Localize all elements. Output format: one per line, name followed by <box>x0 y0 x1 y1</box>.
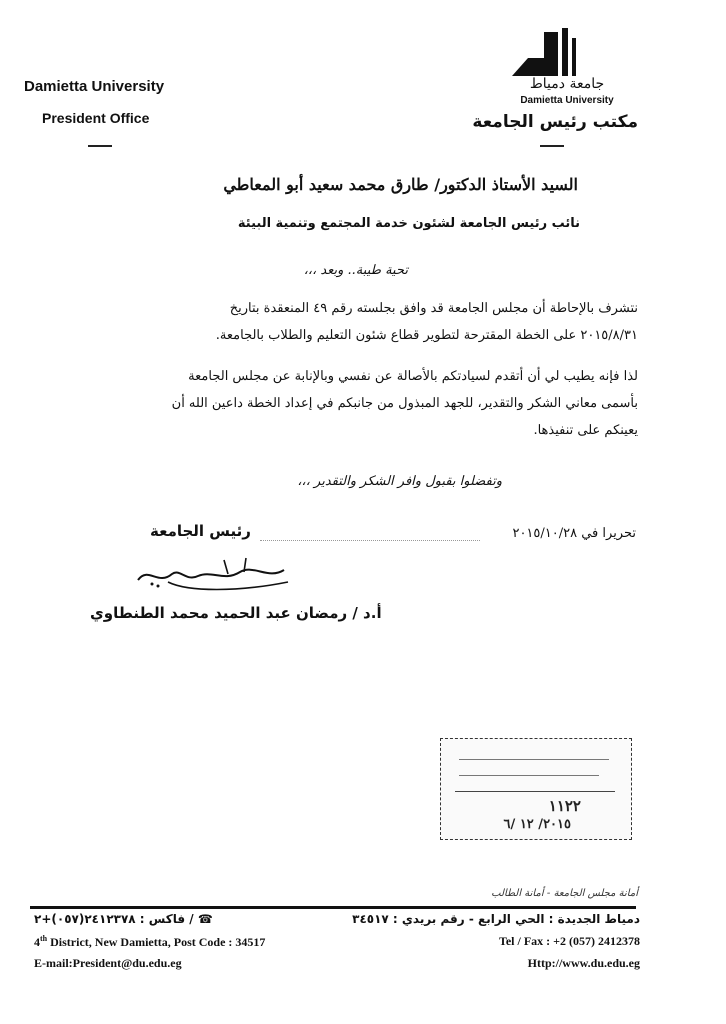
stamp-number: ١١٢٢ <box>548 797 581 815</box>
footer-email[interactable]: E-mail:President@du.edu.eg <box>34 956 182 970</box>
recipient-name: السيد الأستاذ الدكتور/ طارق محمد سعيد أبو المعاطي <box>223 175 578 194</box>
closing-line: وتفضلوا بقبول وافر الشكر والتقدير ،،، <box>297 474 502 489</box>
footer-note: أمانة مجلس الجامعة - أمانة الطالب <box>491 888 638 899</box>
footer-phone-en: Tel / Fax : +2 (057) 2412378 <box>498 934 640 948</box>
header-dash-right <box>540 145 564 147</box>
paragraph2-line1: لذا فإنه يطيب لي أن أتقدم لسيادتكم بالأصالة عن نفسي وبالإنابة عن مجلس الجامعة <box>188 369 638 384</box>
logo-text-en: Damietta University <box>520 95 614 106</box>
signature <box>128 552 298 604</box>
incoming-stamp <box>440 738 632 840</box>
office-name-en: President Office <box>42 110 150 126</box>
footer-phone-ar: ☎ / فاكس : ٢٤١٢٣٧٨(٠٥٧)+٢ <box>34 912 213 926</box>
footer-district-suffix: th <box>40 934 48 943</box>
office-name-ar: مكتب رئيس الجامعة <box>472 112 638 132</box>
dotted-leader <box>260 540 480 541</box>
recipient-title: نائب رئيس الجامعة لشئون خدمة المجتمع وتنمية البيئة <box>237 216 580 231</box>
paragraph1-line2: ٢٠١٥/٨/٣١ على الخطة المقترحة لتطوير قطاع شئون التعليم والطلاب بالجامعة. <box>215 328 638 343</box>
signature-icon <box>128 552 298 600</box>
paragraph1-line1: نتشرف بالإحاطة أن مجلس الجامعة قد وافق بجلسته رقم ٤٩ المنعقدة بتاريخ <box>229 301 638 316</box>
signer-name: أ.د / رمضان عبد الحميد محمد الطنطاوي <box>90 604 382 622</box>
footer-separator <box>30 906 636 909</box>
footer-address-ar: دمياط الجديدة : الحي الرابع - رقم بريدي : ٣٤٥١٧ <box>352 912 640 926</box>
logo-text-ar: جامعة دمياط <box>529 76 605 92</box>
signer-title: رئيس الجامعة <box>150 522 251 540</box>
university-name-en: Damietta University <box>24 78 165 95</box>
footer-district-number: 4 <box>34 935 40 949</box>
paragraph2-line2: بأسمى معاني الشكر والتقدير، للجهد المبذول من جانبكم في إعداد الخطة داعين الله أن <box>171 396 638 411</box>
header-dash-left <box>88 145 112 147</box>
stamp-date: ٢٠١٥/ ١٢ /٦ <box>503 817 571 832</box>
paragraph2-line3: يعينكم على تنفيذها. <box>533 423 638 438</box>
footer-address-rest: District, New Damietta, Post Code : 34517 <box>47 935 266 949</box>
date-line: تحريرا في ٢٠١٥/١٠/٢٨ <box>512 526 636 541</box>
footer-address-en <box>34 934 265 950</box>
footer-website[interactable]: Http://www.du.edu.eg <box>527 956 640 970</box>
greeting: تحية طيبة.. وبعد ،،، <box>303 263 408 278</box>
